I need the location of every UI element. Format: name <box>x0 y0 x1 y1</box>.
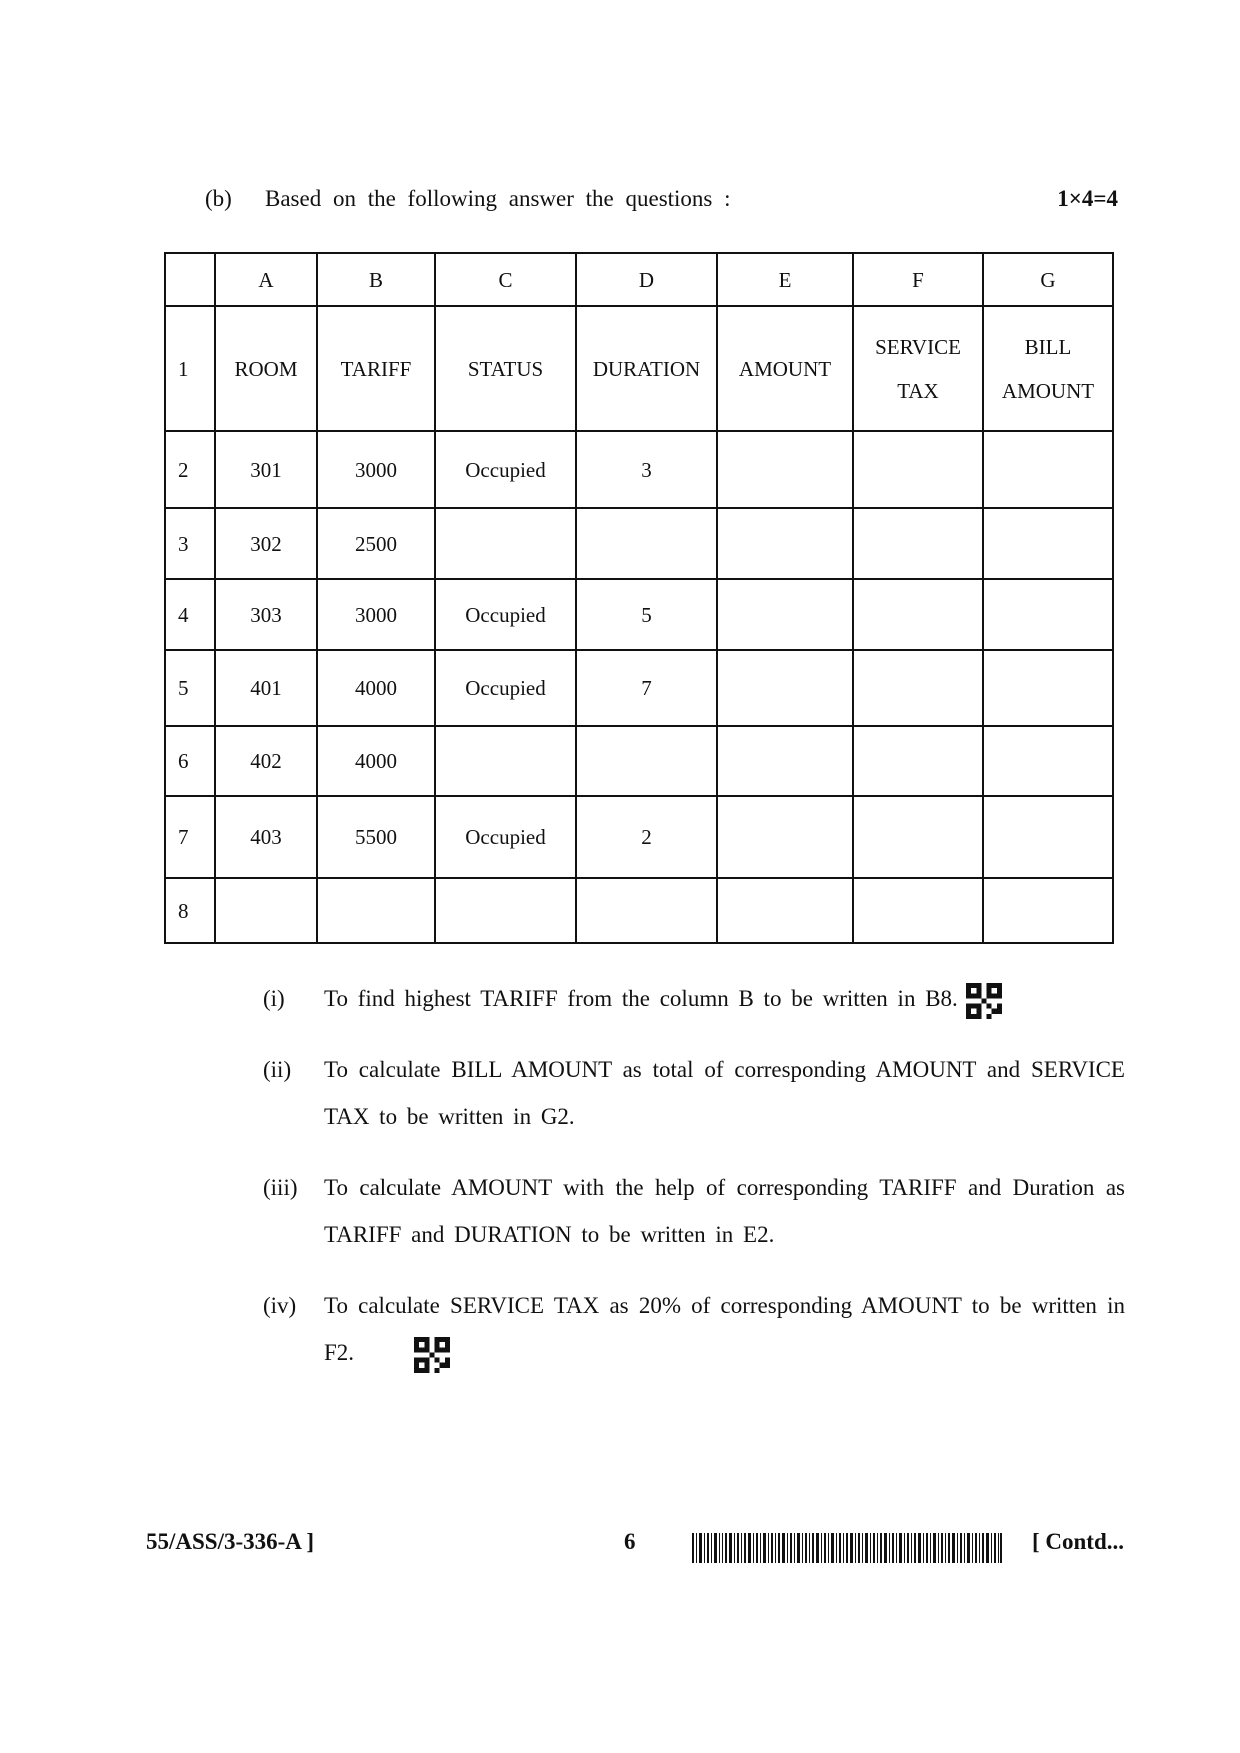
item-text: To calculate AMOUNT with the help of corresponding TARIFF and Duration as TARIFF and DURATION to be written in E2. <box>324 1175 1125 1247</box>
cell: 303 <box>215 579 317 650</box>
column-letter: F <box>853 253 983 306</box>
table-row <box>165 431 1113 508</box>
row-number: 2 <box>165 431 215 508</box>
cell: 3000 <box>317 431 435 508</box>
cell <box>717 431 853 508</box>
qr-code-icon <box>414 1337 450 1373</box>
list-item <box>263 1164 1125 1258</box>
cell <box>717 878 853 943</box>
item-number: (i) <box>263 986 285 1011</box>
header-cell: STATUS <box>435 306 576 431</box>
continued-label: [ Contd... <box>1031 1529 1124 1554</box>
header-cell: BILL AMOUNT <box>983 306 1113 431</box>
row-number: 3 <box>165 508 215 579</box>
cell <box>853 726 983 796</box>
cell <box>576 726 717 796</box>
item-text: To calculate SERVICE TAX as 20% of corresponding AMOUNT to be written in F2. <box>324 1293 1125 1365</box>
column-letter: B <box>317 253 435 306</box>
row-number: 7 <box>165 796 215 878</box>
table-row <box>165 796 1113 878</box>
header-cell: DURATION <box>576 306 717 431</box>
paper-code: 55/ASS/3-336-A ] <box>146 1529 315 1554</box>
barcode-icon <box>692 1533 1002 1563</box>
column-letter: D <box>576 253 717 306</box>
header-cell: TARIFF <box>317 306 435 431</box>
cell <box>717 726 853 796</box>
cell <box>983 796 1113 878</box>
cell <box>717 508 853 579</box>
cell: 302 <box>215 508 317 579</box>
table-row <box>165 508 1113 579</box>
cell <box>853 431 983 508</box>
column-letter: E <box>717 253 853 306</box>
row-number: 5 <box>165 650 215 726</box>
table-row <box>165 726 1113 796</box>
cell: 2500 <box>317 508 435 579</box>
cell: 3000 <box>317 579 435 650</box>
cell <box>853 796 983 878</box>
item-number: (iii) <box>263 1175 298 1200</box>
cell <box>853 579 983 650</box>
list-item <box>263 1282 1125 1376</box>
page-number: 6 <box>624 1529 636 1554</box>
cell: 401 <box>215 650 317 726</box>
list-item <box>263 975 1125 1022</box>
cell: Occupied <box>435 431 576 508</box>
column-letter: A <box>215 253 317 306</box>
row-number: 6 <box>165 726 215 796</box>
table-row <box>165 579 1113 650</box>
page-footer <box>146 1529 1124 1565</box>
header-cell: SERVICE TAX <box>853 306 983 431</box>
cell: Occupied <box>435 650 576 726</box>
cell: 301 <box>215 431 317 508</box>
cell <box>317 878 435 943</box>
cell <box>983 579 1113 650</box>
cell <box>983 650 1113 726</box>
qr-code-icon <box>966 983 1002 1019</box>
item-number: (ii) <box>263 1057 292 1082</box>
list-item <box>263 1046 1125 1140</box>
cell <box>717 650 853 726</box>
header-cell: AMOUNT <box>717 306 853 431</box>
question-heading <box>205 186 731 212</box>
cell <box>717 579 853 650</box>
cell: Occupied <box>435 579 576 650</box>
cell: 4000 <box>317 726 435 796</box>
header-cell: ROOM <box>215 306 317 431</box>
cell <box>983 878 1113 943</box>
cell <box>435 878 576 943</box>
row-number: 4 <box>165 579 215 650</box>
header-row <box>165 306 1113 431</box>
cell <box>435 726 576 796</box>
cell <box>576 878 717 943</box>
spreadsheet-table <box>164 252 1114 944</box>
cell: 3 <box>576 431 717 508</box>
cell: 4000 <box>317 650 435 726</box>
row-number: 8 <box>165 878 215 943</box>
column-letter: C <box>435 253 576 306</box>
question-items <box>263 975 1125 1400</box>
cell <box>983 431 1113 508</box>
item-text: To find highest TARIFF from the column B to be written in B8. <box>324 986 958 1011</box>
cell: 7 <box>576 650 717 726</box>
cell: 5500 <box>317 796 435 878</box>
cell: Occupied <box>435 796 576 878</box>
question-text: Based on the following answer the questions : <box>265 186 731 211</box>
cell: 5 <box>576 579 717 650</box>
cell: 2 <box>576 796 717 878</box>
item-text: To calculate BILL AMOUNT as total of corresponding AMOUNT and SERVICE TAX to be written in G2. <box>324 1057 1125 1129</box>
cell <box>853 508 983 579</box>
table-row <box>165 878 1113 943</box>
cell: 402 <box>215 726 317 796</box>
cell <box>215 878 317 943</box>
cell <box>983 508 1113 579</box>
table-row <box>165 650 1113 726</box>
cell <box>435 508 576 579</box>
marks: 1×4=4 <box>1057 186 1118 211</box>
item-number: (iv) <box>263 1293 297 1318</box>
column-letter-row <box>165 253 1113 306</box>
question-label: (b) <box>205 186 232 211</box>
corner-cell <box>165 253 215 306</box>
cell <box>983 726 1113 796</box>
row-number: 1 <box>165 306 215 431</box>
cell <box>576 508 717 579</box>
cell <box>717 796 853 878</box>
cell: 403 <box>215 796 317 878</box>
column-letter: G <box>983 253 1113 306</box>
cell <box>853 878 983 943</box>
cell <box>853 650 983 726</box>
